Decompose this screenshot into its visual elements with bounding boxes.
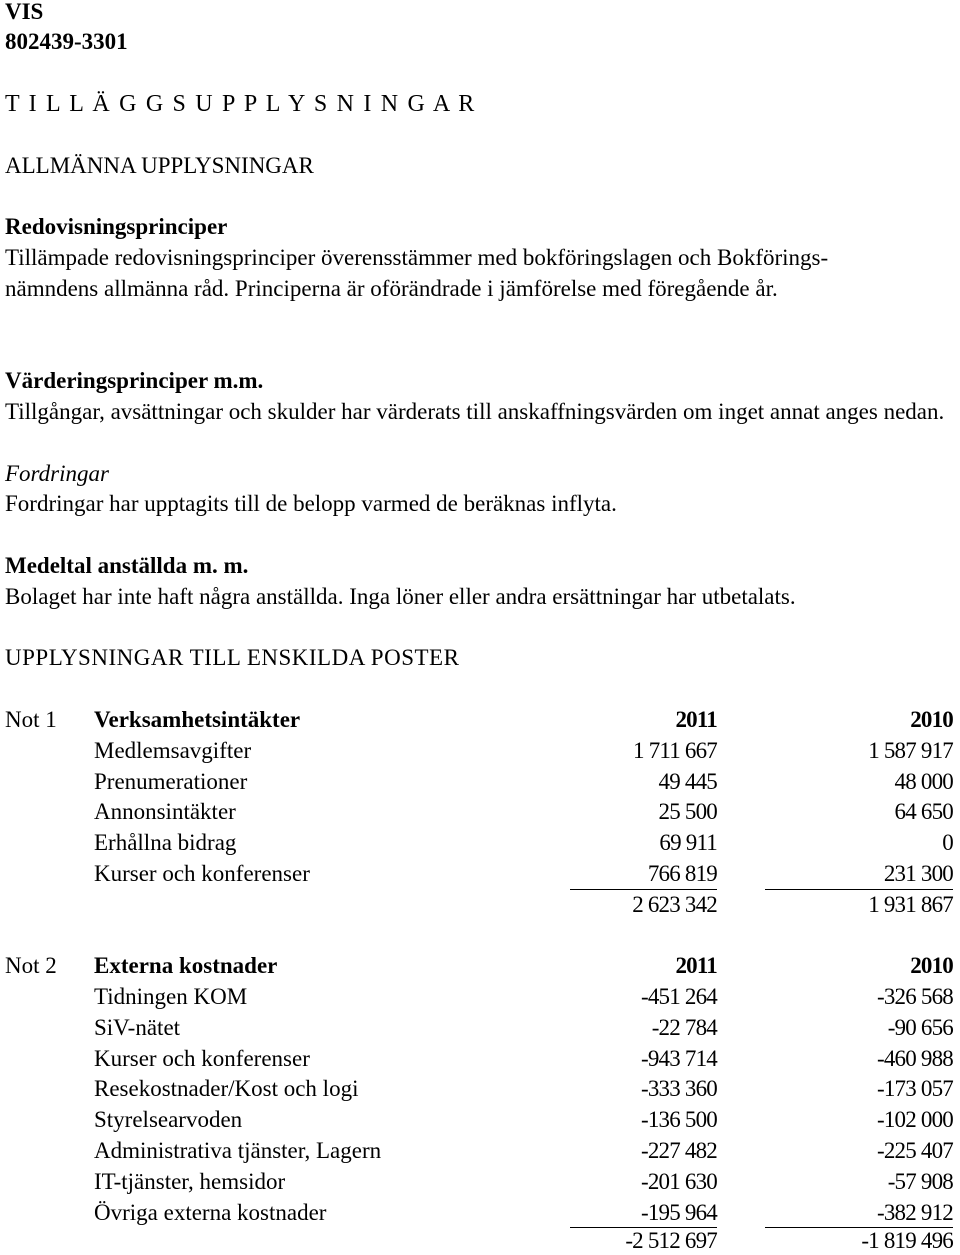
year-header-2011: 2011	[675, 953, 717, 979]
row-label: Resekostnader/Kost och logi	[94, 1076, 359, 1102]
value-2010: -382 912	[765, 1198, 953, 1229]
table-row	[5, 1136, 955, 1167]
value-2011: -333 360	[640, 1076, 717, 1102]
organization-name: VIS	[5, 0, 44, 24]
table-row	[5, 1105, 955, 1136]
spacer	[5, 520, 955, 551]
value-2011: -201 630	[640, 1168, 717, 1194]
total-2011: -2 512 697	[625, 1228, 717, 1254]
value-2011: -227 482	[640, 1138, 717, 1164]
value-2010: 48 000	[894, 768, 953, 794]
subheading-accounting-principles: Redovisningsprinciper	[5, 214, 228, 240]
table-row	[5, 859, 955, 890]
paragraph-line: nämndens allmänna råd. Principerna är oförändrade i jämförelse med föregående år.	[5, 275, 778, 301]
year-header-2010: 2010	[910, 706, 953, 732]
value-2011: 1 711 667	[633, 737, 717, 763]
row-label: Annonsintäkter	[94, 799, 236, 825]
row-label: Kurser och konferenser	[94, 860, 310, 886]
total-row	[5, 890, 955, 921]
value-2011: -451 264	[640, 984, 717, 1010]
value-2011: -195 964	[570, 1198, 717, 1229]
value-2010: 1 587 917	[868, 737, 953, 763]
section-heading-general: ALLMÄNNA UPPLYSNINGAR	[5, 152, 314, 178]
total-2010: 1 931 867	[868, 891, 953, 917]
value-2010: -460 988	[876, 1045, 953, 1071]
table-row	[5, 1167, 955, 1198]
section-heading-specific: UPPLYSNINGAR TILL ENSKILDA POSTER	[5, 645, 460, 671]
row-label: Kurser och konferenser	[94, 1045, 310, 1071]
note-header-row	[5, 951, 955, 982]
organization-number: 802439-3301	[5, 29, 128, 55]
paragraph-line: Tillämpade redovisningsprinciper överensstämmer med bokföringslagen och Bokförings-	[5, 244, 829, 270]
spacer	[5, 58, 955, 89]
row-label: Medlemsavgifter	[94, 737, 252, 763]
value-2010: 64 650	[894, 799, 953, 825]
row-label: Tidningen KOM	[94, 984, 248, 1010]
note-number: Not 1	[5, 706, 57, 732]
spacer	[5, 181, 955, 212]
table-row	[5, 767, 955, 798]
value-2011: 25 500	[658, 799, 717, 825]
value-2010: 231 300	[765, 859, 953, 890]
value-2011: -943 714	[640, 1045, 717, 1071]
table-row	[5, 982, 955, 1013]
spacer	[5, 305, 955, 367]
document-title: T I L L Ä G G S U P P L Y S N I N G A R	[5, 90, 476, 117]
paragraph-line: Bolaget har inte haft några anställda. Inga löner eller andra ersättningar har utbetalats.	[5, 583, 796, 609]
value-2011: 766 819	[570, 859, 717, 890]
note-title: Externa kostnader	[94, 953, 278, 979]
value-2011: 69 911	[659, 830, 717, 856]
paragraph-line: Tillgångar, avsättningar och skulder har värderats till anskaffningsvärden om inget annat anges nedan.	[5, 398, 945, 424]
table-row	[5, 1013, 955, 1044]
spacer	[5, 921, 955, 952]
table-row	[5, 797, 955, 828]
total-2011: 2 623 342	[632, 891, 717, 917]
total-2010: -1 819 496	[861, 1228, 953, 1254]
subheading-valuation-principles: Värderingsprinciper m.m.	[5, 368, 264, 394]
value-2011: -22 784	[651, 1014, 717, 1040]
value-2010: -173 057	[876, 1076, 953, 1102]
value-2011: -136 500	[640, 1107, 717, 1133]
row-label: Styrelsearvoden	[94, 1107, 243, 1133]
row-label: IT-tjänster, hemsidor	[94, 1168, 286, 1194]
row-label: SiV-nätet	[94, 1014, 181, 1040]
value-2010: -225 407	[876, 1138, 953, 1164]
note-header-row	[5, 705, 955, 736]
row-label: Erhållna bidrag	[94, 830, 237, 856]
document-body	[5, 0, 955, 1254]
subheading-receivables: Fordringar	[5, 460, 109, 486]
note-number: Not 2	[5, 953, 57, 979]
value-2010: -102 000	[876, 1107, 953, 1133]
spacer	[5, 674, 955, 705]
year-header-2011: 2011	[675, 706, 717, 732]
spacer	[5, 428, 955, 459]
row-label: Övriga externa kostnader	[94, 1199, 327, 1225]
year-header-2010: 2010	[910, 953, 953, 979]
value-2010: -57 908	[887, 1168, 953, 1194]
paragraph-line: Fordringar har upptagits till de belopp varmed de beräknas inflyta.	[5, 491, 617, 517]
value-2010: -90 656	[887, 1014, 953, 1040]
value-2010: 0	[942, 830, 953, 856]
spacer	[5, 613, 955, 644]
value-2011: 49 445	[658, 768, 717, 794]
table-row	[5, 1198, 955, 1229]
row-label: Administrativa tjänster, Lagern	[94, 1138, 382, 1164]
table-row	[5, 736, 955, 767]
note-title: Verksamhetsintäkter	[94, 706, 301, 732]
table-row	[5, 828, 955, 859]
subheading-employees: Medeltal anställda m. m.	[5, 552, 249, 578]
total-row	[5, 1228, 955, 1254]
table-row	[5, 1074, 955, 1105]
row-label: Prenumerationer	[94, 768, 248, 794]
spacer	[5, 120, 955, 151]
table-row	[5, 1044, 955, 1075]
value-2010: -326 568	[876, 984, 953, 1010]
